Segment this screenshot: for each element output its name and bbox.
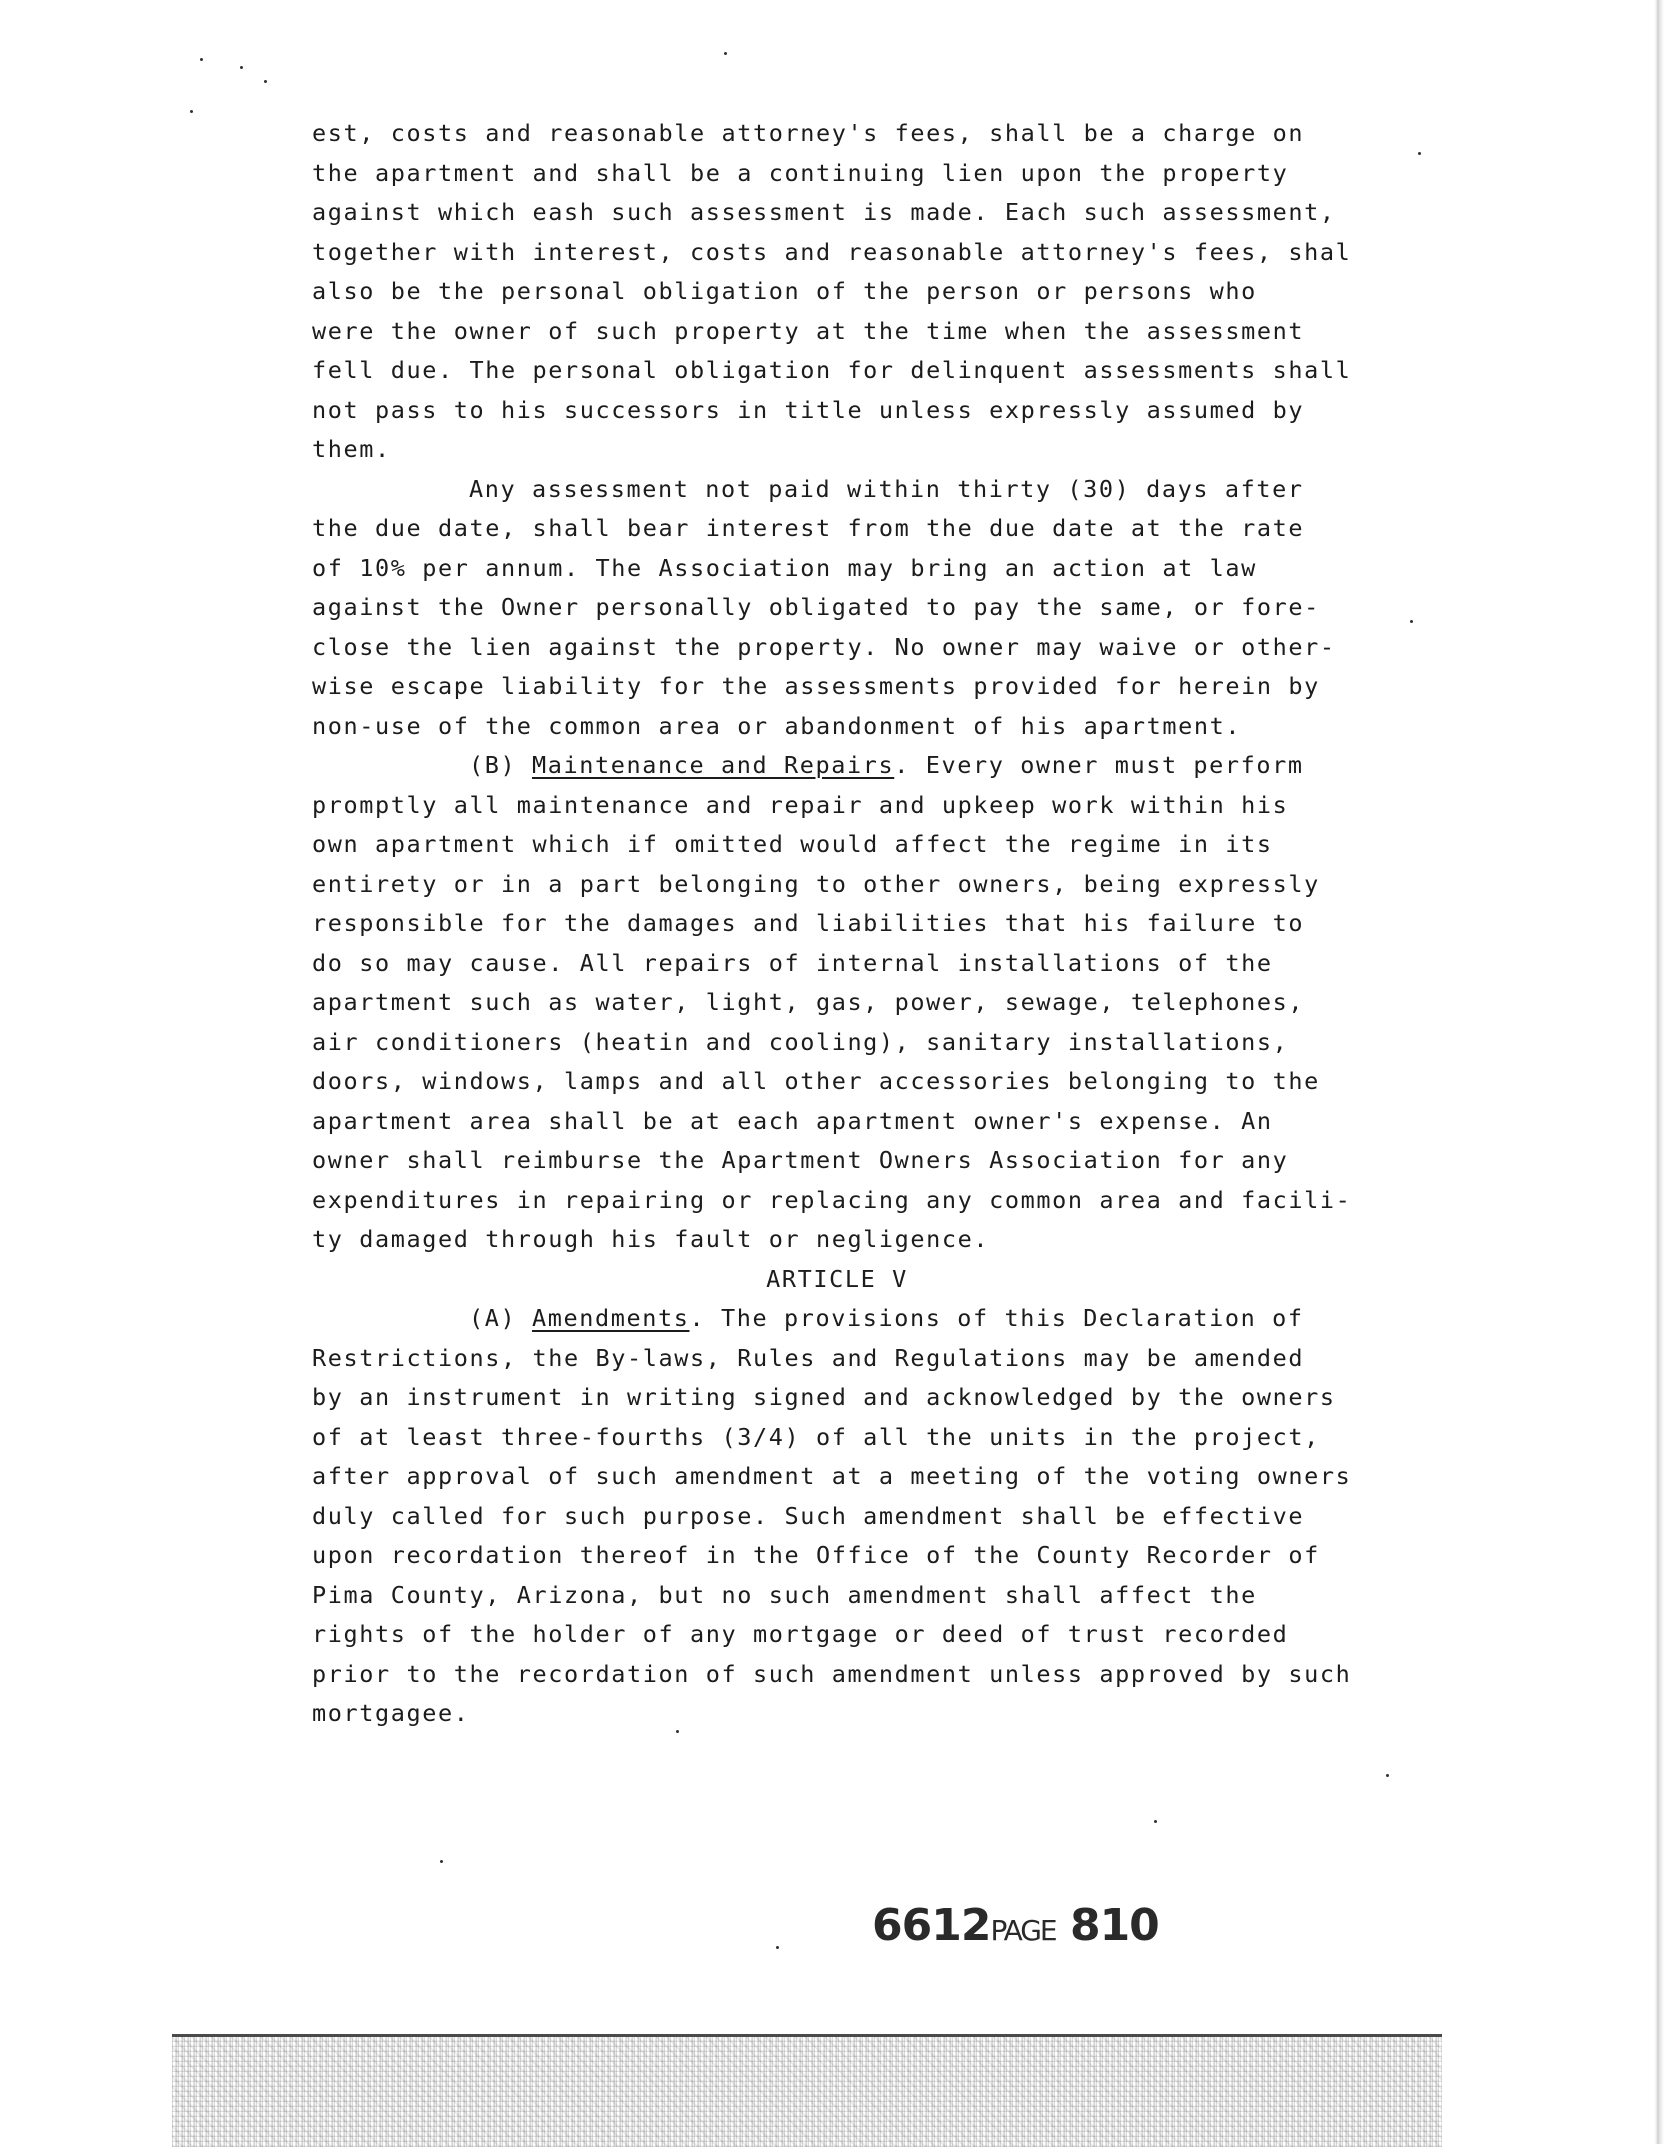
text-line: mortgagee. xyxy=(312,1699,470,1727)
text-line: the apartment and shall be a continuing lien upon the property xyxy=(312,158,1289,187)
section-lead: (A) xyxy=(469,1304,532,1332)
text-line: expenditures in repairing or replacing any common area and facili- xyxy=(312,1185,1352,1214)
text-line: wise escape liability for the assessments provided for herein by xyxy=(312,672,1320,700)
text-line: Restrictions, the By-laws, Rules and Regulations may be amended xyxy=(312,1343,1305,1372)
page-edge-shadow xyxy=(1654,0,1664,2144)
text-line: Any assessment not paid within thirty (30) days after xyxy=(469,474,1304,503)
scan-speck xyxy=(440,1860,443,1863)
text-line: own apartment which if omitted would affect the regime in its xyxy=(312,830,1273,858)
stamp-page-label: PAGE xyxy=(990,1914,1056,1947)
scan-speck xyxy=(676,1730,679,1733)
text-line: Pima County, Arizona, but no such amendment shall affect the xyxy=(312,1580,1257,1609)
paragraph-maintenance-repairs xyxy=(312,746,1362,1260)
recording-stamp xyxy=(872,1900,1159,1951)
text-line: close the lien against the property. No owner may waive or other- xyxy=(312,632,1336,661)
text-line: the due date, shall bear interest from the due date at the rate xyxy=(312,514,1305,542)
scan-speck xyxy=(776,1946,779,1949)
scan-speck xyxy=(200,58,203,61)
scan-speck xyxy=(1154,1820,1157,1823)
scan-speck xyxy=(240,66,243,69)
text-run: . Every owner must perform xyxy=(894,751,1304,779)
text-line: of 10% per annum. The Association may bring an action at law xyxy=(312,553,1257,582)
scan-noise-band xyxy=(172,2034,1442,2147)
stamp-page-number: 810 xyxy=(1069,1900,1159,1951)
paragraph-amendments xyxy=(312,1299,1362,1734)
text-line: against the Owner personally obligated to pay the same, or fore- xyxy=(312,593,1320,621)
scan-speck xyxy=(724,52,727,55)
text-line: owner shall reimburse the Apartment Owners Association for any xyxy=(312,1146,1289,1174)
text-line: were the owner of such property at the time when the assessment xyxy=(312,316,1305,345)
text-line: by an instrument in writing signed and acknowledged by the owners xyxy=(312,1383,1336,1411)
text-line: them. xyxy=(312,435,391,463)
text-line: responsible for the damages and liabilities that his failure to xyxy=(312,909,1305,937)
scan-speck xyxy=(1386,1774,1389,1777)
text-run: . The provisions of this Declaration of xyxy=(689,1304,1304,1332)
text-line: also be the personal obligation of the person or persons who xyxy=(312,277,1257,305)
scan-speck xyxy=(190,110,193,113)
text-line: promptly all maintenance and repair and upkeep work within his xyxy=(312,790,1289,819)
text-line: after approval of such amendment at a meeting of the voting owners xyxy=(312,1462,1352,1490)
section-heading-amendments: Amendments xyxy=(532,1304,690,1332)
scan-speck xyxy=(1418,152,1421,155)
text-line: do so may cause. All repairs of internal installations of the xyxy=(312,948,1273,977)
text-line: doors, windows, lamps and all other accessories belonging to the xyxy=(312,1067,1320,1095)
text-line: against which eash such assessment is made. Each such assessment, xyxy=(312,198,1336,226)
text-line: air conditioners (heatin and cooling), sanitary installations, xyxy=(312,1027,1289,1056)
document-body xyxy=(312,114,1362,1734)
text-line: of at least three-fourths (3/4) of all the units in the project, xyxy=(312,1422,1320,1451)
text-line: apartment area shall be at each apartment owner's expense. An xyxy=(312,1106,1273,1135)
text-line: entirety or in a part belonging to other owners, being expressly xyxy=(312,869,1320,898)
text-line: together with interest, costs and reasonable attorney's fees, shal xyxy=(312,237,1352,266)
text-line: est, costs and reasonable attorney's fees, shall be a charge on xyxy=(312,119,1305,147)
text-line: ty damaged through his fault or negligence. xyxy=(312,1225,990,1253)
text-line: not pass to his successors in title unless expressly assumed by xyxy=(312,395,1305,424)
text-line: duly called for such purpose. Such amendment shall be effective xyxy=(312,1501,1305,1530)
scan-speck xyxy=(264,80,267,83)
text-line: fell due. The personal obligation for delinquent assessments shall xyxy=(312,356,1352,384)
stamp-book-number: 6612 xyxy=(872,1900,991,1951)
text-line: upon recordation thereof in the Office of the County Recorder of xyxy=(312,1541,1320,1569)
text-line xyxy=(312,746,1362,786)
text-line: apartment such as water, light, gas, power, sewage, telephones, xyxy=(312,988,1305,1016)
article-heading: ARTICLE V xyxy=(766,1264,908,1293)
text-line: non-use of the common area or abandonment of his apartment. xyxy=(312,711,1242,740)
text-line: prior to the recordation of such amendment unless approved by such xyxy=(312,1659,1352,1688)
section-heading-maintenance: Maintenance and Repairs xyxy=(532,751,895,779)
text-line xyxy=(312,1299,1362,1339)
scan-speck xyxy=(1410,620,1413,623)
section-lead: (B) xyxy=(469,751,532,779)
paragraph-assessment-lien xyxy=(312,114,1362,470)
text-line: rights of the holder of any mortgage or deed of trust recorded xyxy=(312,1620,1289,1648)
paragraph-unpaid-assessment xyxy=(312,470,1362,747)
